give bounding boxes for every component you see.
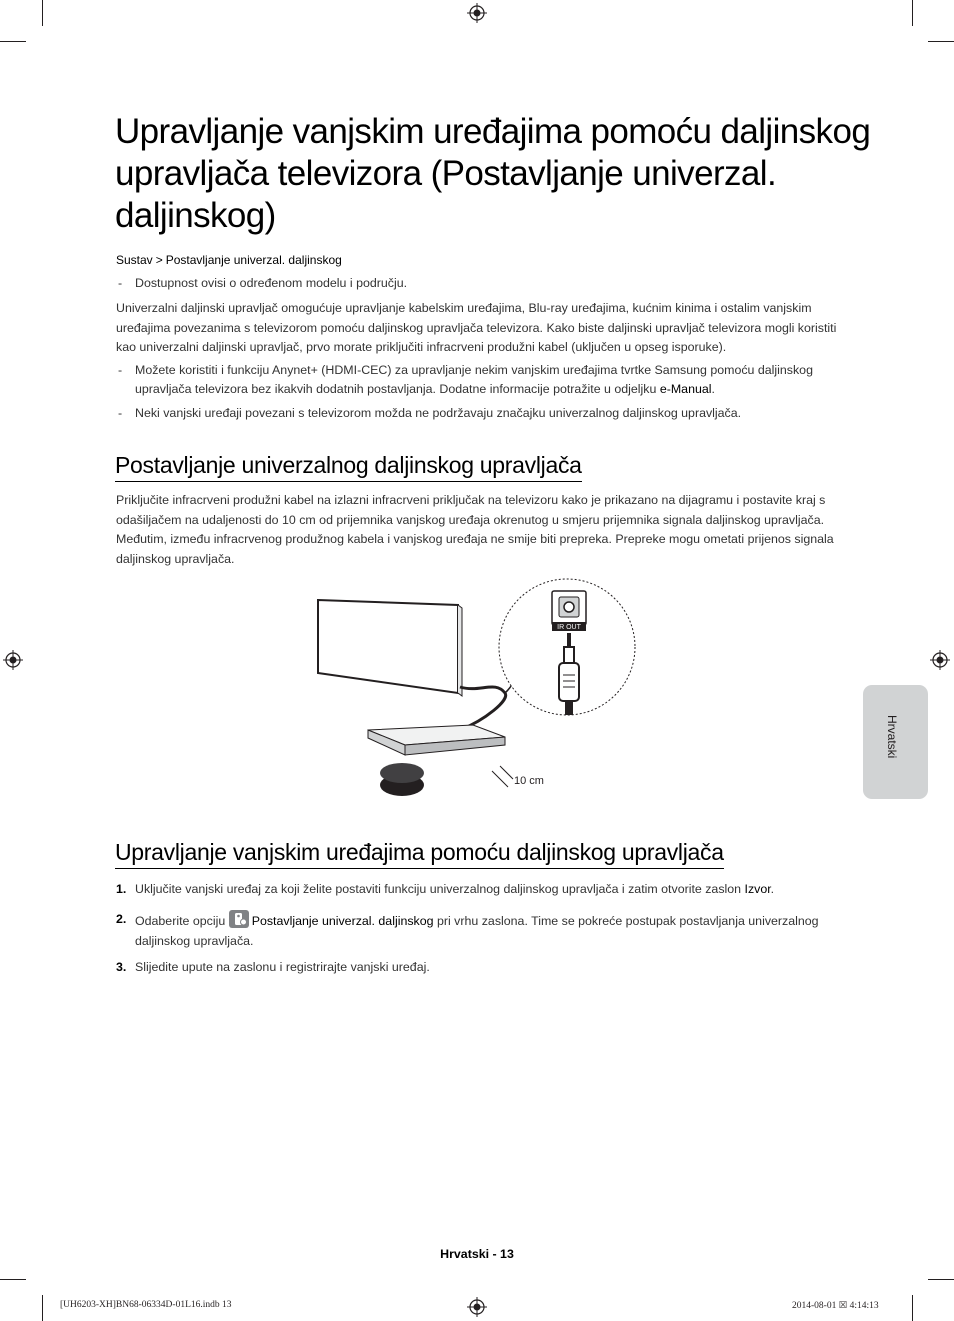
ir-cable <box>460 687 506 730</box>
ir-transmitter-illustration <box>380 763 424 796</box>
footer-date-info: 2014-08-01 ☒ 4:14:13 <box>792 1301 879 1311</box>
step-text: Slijedite upute na zaslonu i registrirajte vanjski uređaj. <box>135 960 430 974</box>
step-number: 3. <box>116 960 127 974</box>
crop-mark <box>928 1279 954 1280</box>
step-text: Uključite vanjski uređaj za koji želite postaviti funkciju univerzalnog daljinskog upravljača i zatim otvorite zaslon <box>135 882 745 896</box>
language-tab-label: Hrvatski <box>885 715 899 759</box>
ir-out-port-icon <box>552 591 586 631</box>
section-heading: Postavljanje univerzalnog daljinskog upravljača <box>115 450 582 482</box>
step-bold-text: Izvor <box>744 882 771 896</box>
page-number: Hrvatski - 13 <box>440 1247 514 1261</box>
breadcrumb-item: Postavljanje univerzal. daljinskog <box>165 253 342 267</box>
breadcrumb <box>116 253 342 267</box>
step-number: 2. <box>116 912 127 926</box>
note-anynet: - Možete koristiti i funkciju Anynet+ (HDMI-CEC) za upravljanje nekim vanjskim uređajima tvrtke Samsung pomoću daljinskog upravljača televizora bez ikakvih dodatnih postavljanja. Dodatne informacije potražite u odjeljku e-Manual. <box>118 363 813 396</box>
note-availability: - Dostupnost ovisi o određenom modelu i području. <box>116 274 841 293</box>
page-title: Upravljanje vanjskim uređajima pomoću daljinskog upravljača televizora (Postavljanje univerzal. daljinskog) <box>115 112 871 235</box>
registration-mark-icon <box>930 650 950 670</box>
footer-file-info: [UH6203-XH]BN68-06334D-01L16.indb 13 <box>60 1300 232 1310</box>
external-device-illustration <box>368 725 505 755</box>
breadcrumb-item: Sustav <box>116 253 153 267</box>
crop-mark <box>912 1295 913 1321</box>
tv-illustration <box>318 600 462 696</box>
step-item <box>116 958 841 978</box>
remote-setup-icon <box>229 910 249 928</box>
language-side-tab <box>863 685 928 799</box>
note-text: Neki vanjski uređaji povezani s televizorom možda ne podržavaju značajku univerzalnog daljinskog upravljača. <box>135 406 742 420</box>
crop-mark <box>928 41 954 42</box>
crop-mark <box>0 1279 26 1280</box>
e-manual-link[interactable]: e-Manual <box>659 382 712 396</box>
crop-mark <box>0 41 26 42</box>
note-support: - Neki vanjski uređaji povezani s televizorom možda ne podržavaju značajku univerzalnog daljinskog upravljača. <box>116 404 841 423</box>
registration-mark-icon <box>3 650 23 670</box>
step-text: Odaberite opciju <box>135 914 229 928</box>
registration-mark-icon <box>467 3 487 23</box>
note-text: Dostupnost ovisi o određenom modelu i području. <box>135 276 408 290</box>
step-number: 1. <box>116 882 127 896</box>
step-text-end: pri vrhu zaslona. Time se pokreće postupak postavljanja univerzalnog daljinskog upravljača. <box>135 914 819 948</box>
registration-mark-icon <box>467 1297 487 1317</box>
crop-mark <box>42 1295 43 1321</box>
step-text-end: . <box>770 882 775 896</box>
step-item <box>116 910 841 951</box>
intro-paragraph: Univerzalni daljinski upravljač omogućuje upravljanje kabelskim uređajima, Blu-ray uređajima, kućnim kinima i ostalim vanjskim uređajima povezanima s televizorom pomoću daljinskog upravljača televizora. Kako biste daljinski upravljač televizora mogli koristiti kao univerzalni daljinski upravljač, prvo morate priključiti infracrveni produžni kabel (uključen u opseg isporuke). <box>116 301 837 354</box>
step-item <box>116 880 841 900</box>
breadcrumb-separator: > <box>155 253 163 267</box>
section-heading: Upravljanje vanjskim uređajima pomoću daljinskog upravljača <box>115 837 724 869</box>
note-text-end: . <box>711 382 715 396</box>
ir-out-label: IR OUT <box>557 624 581 631</box>
crop-mark <box>912 0 913 26</box>
step-bold-text: Postavljanje univerzal. daljinskog <box>251 914 434 928</box>
note-text: Možete koristiti i funkciju Anynet+ (HDMI-CEC) za upravljanje nekim vanjskim uređajima tvrtke Samsung pomoću daljinskog upravljača televizora bez ikakvih dodatnih postavljanja. Dodatne informacije potražite u odjeljku <box>135 363 813 396</box>
crop-mark <box>42 0 43 26</box>
ir-cable-diagram <box>310 575 650 800</box>
section-paragraph: Priključite infracrveni produžni kabel na izlazni infracrveni priključak na televizoru kako je prikazano na dijagramu i postavite kraj s odašiljačem na udaljenosti do 10 cm od prijemnika vanjskog uređaja okrenutog u smjeru prijemnika signala daljinskog upravljača. Međutim, između infracrvenog produžnog kabela i vanjskog uređaja ne smije biti prepreka. Prepreke mogu ometati prijenos signala daljinskog upravljača. <box>116 493 834 566</box>
distance-label: 10 cm <box>514 775 544 787</box>
